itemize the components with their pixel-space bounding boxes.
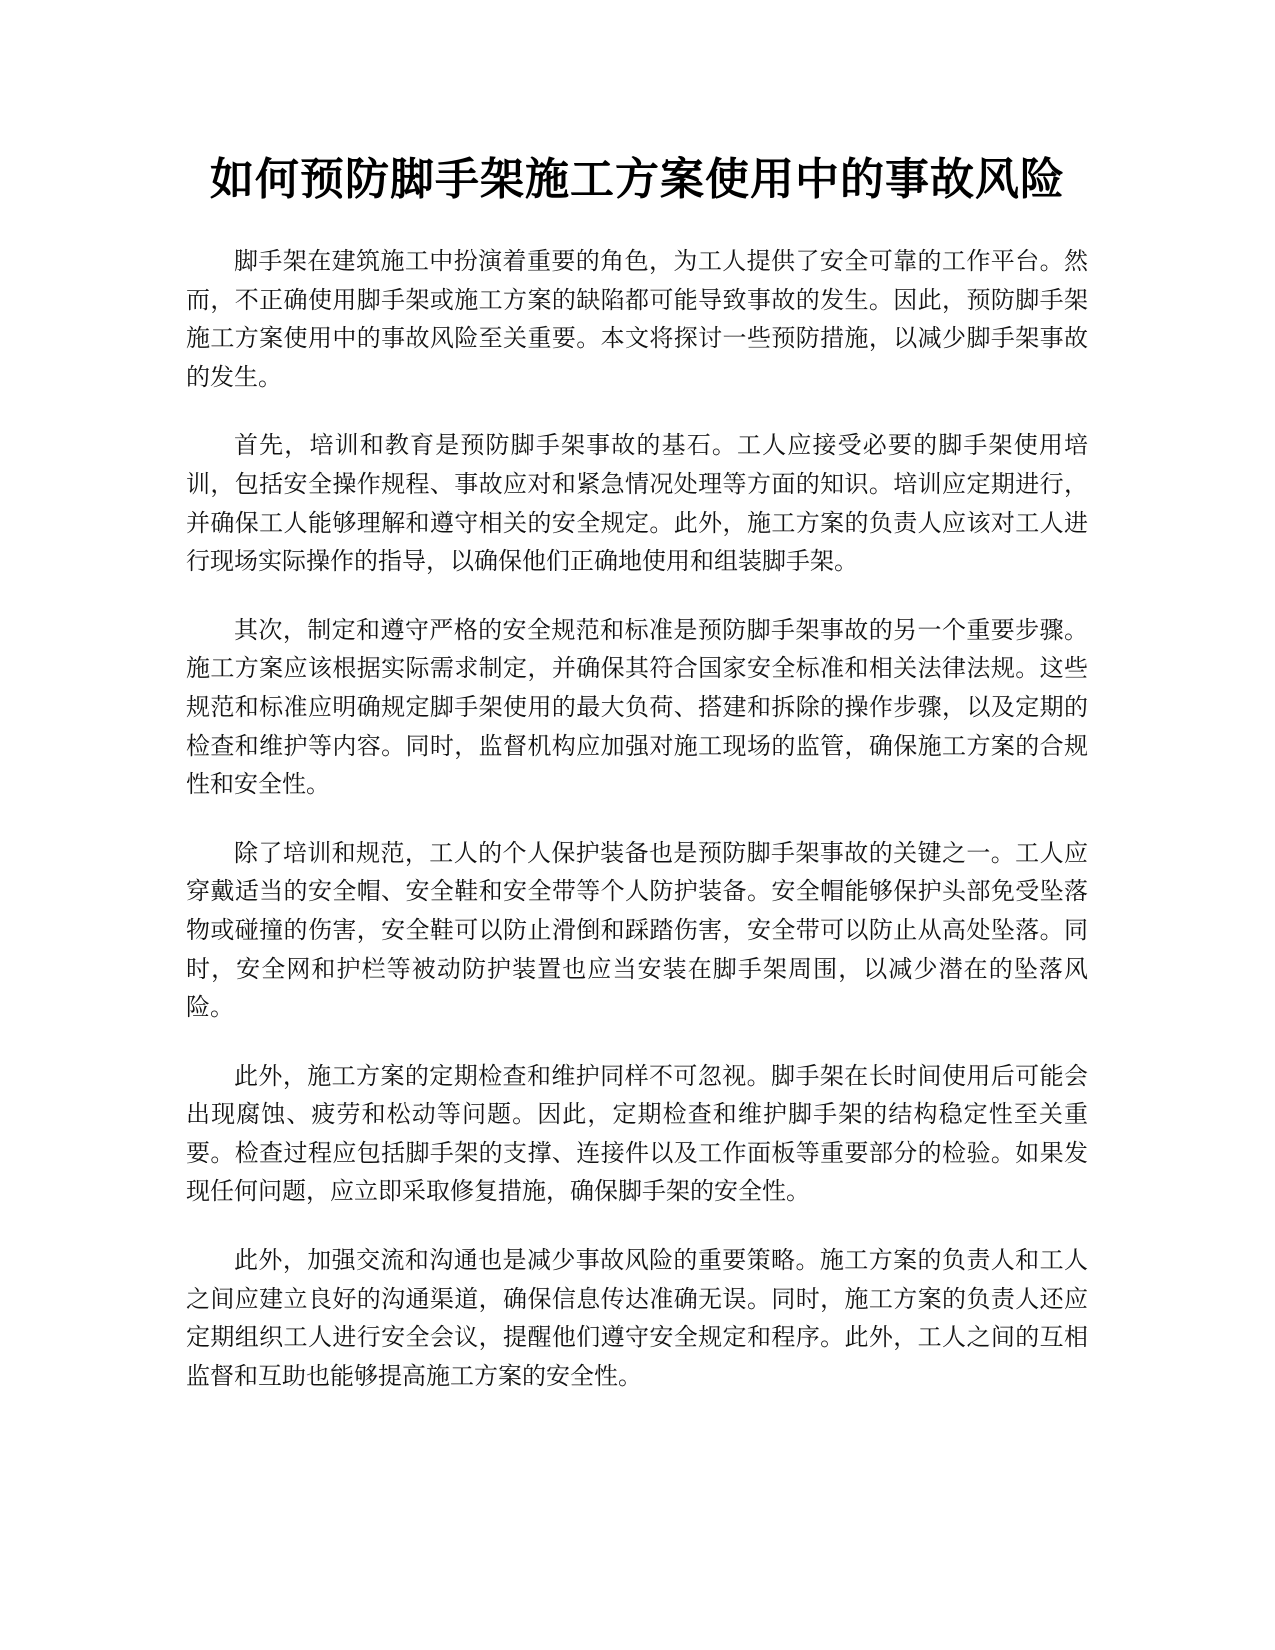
paragraph-intro: 脚手架在建筑施工中扮演着重要的角色，为工人提供了安全可靠的工作平台。然而，不正确使用脚手架或施工方案的缺陷都可能导致事故的发生。因此，预防脚手架施工方案使用中的事故风险至关重要。本文将探讨一些预防措施，以减少脚手架事故的发生。 (186, 247, 1088, 391)
document-body (186, 242, 1088, 1425)
document-title: 如何预防脚手架施工方案使用中的事故风险 (210, 154, 1065, 205)
paragraph-protective-equipment: 除了培训和规范，工人的个人保护装备也是预防脚手架事故的关键之一。工人应穿戴适当的安全帽、安全鞋和安全带等个人防护装备。安全帽能够保护头部免受坠落物或碰撞的伤害，安全鞋可以防止滑倒和踩踏伤害，安全带可以防止从高处坠落。同时，安全网和护栏等被动防护装置也应当安装在脚手架周围，以减少潜在的坠落风险。 (186, 838, 1088, 1022)
paragraph-communication: 此外，加强交流和沟通也是减少事故风险的重要策略。施工方案的负责人和工人之间应建立良好的沟通渠道，确保信息传达准确无误。同时，施工方案的负责人还应定期组织工人进行安全会议，提醒他们遵守安全规定和程序。此外，工人之间的互相监督和互助也能够提高施工方案的安全性。 (186, 1246, 1088, 1390)
paragraph-training: 首先，培训和教育是预防脚手架事故的基石。工人应接受必要的脚手架使用培训，包括安全操作规程、事故应对和紧急情况处理等方面的知识。培训应定期进行，并确保工人能够理解和遵守相关的安全规定。此外，施工方案的负责人应该对工人进行现场实际操作的指导，以确保他们正确地使用和组装脚手架。 (186, 431, 1088, 576)
paragraph-inspection: 此外，施工方案的定期检查和维护同样不可忽视。脚手架在长时间使用后可能会出现腐蚀、疲劳和松动等问题。因此，定期检查和维护脚手架的结构稳定性至关重要。检查过程应包括脚手架的支撑、连接件以及工作面板等重要部分的检验。如果发现任何问题，应立即采取修复措施，确保脚手架的安全性。 (186, 1061, 1088, 1206)
paragraph-standards: 其次，制定和遵守严格的安全规范和标准是预防脚手架事故的另一个重要步骤。施工方案应该根据实际需求制定，并确保其符合国家安全标准和相关法律法规。这些规范和标准应明确规定脚手架使用的最大负荷、搭建和拆除的操作步骤，以及定期的检查和维护等内容。同时，监督机构应加强对施工现场的监管，确保施工方案的合规性和安全性。 (186, 615, 1088, 799)
